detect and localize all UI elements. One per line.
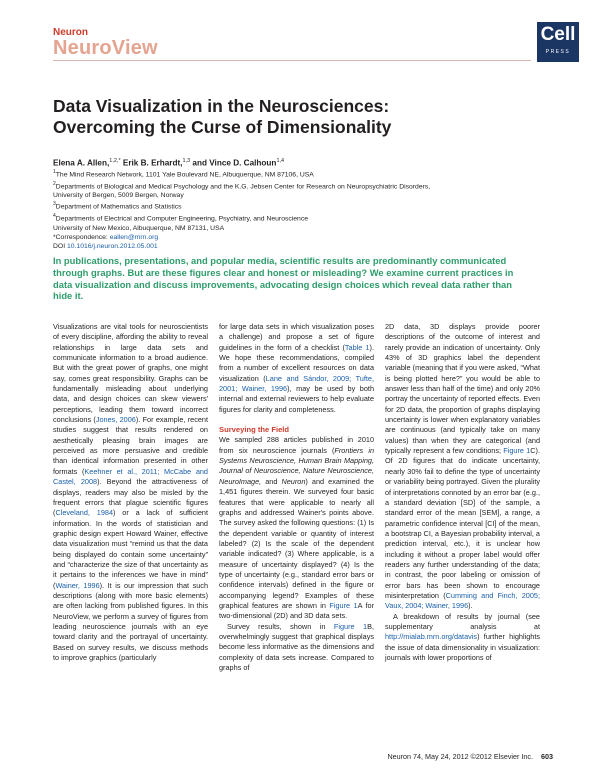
body-column-2 [219,322,374,673]
citation-link[interactable]: Keehner et al., 2011; McCabe and Castel, 2008 [53,466,208,487]
page-number: 603 [541,752,553,761]
body-text: ) or a lack of sufficient information. In the words of statistician and graphic design expert Howard Wainer, effective data visualization must “remind us that the data being displayed do contain some uncertainty” and “characterize the size of that uncertainty as it pertains to the inferences we have in mind” ( [53,508,208,590]
body-text: ). We hope these recommendations, compiled from a number of excellent resources on data visualization ( [219,342,374,383]
page-footer [387,752,553,761]
body-paragraph [385,612,540,664]
affiliation-text: The Mind Research Network, 1101 Yale Boulevard NE, Albuquerque, NM 87106, USA [55,171,314,179]
author-name: Elena A. Allen, [53,158,110,168]
citation-link[interactable]: Wainer, 1996 [55,580,100,590]
affiliation-number: 3 [53,201,56,208]
citation-link[interactable]: Cleveland, 1984 [55,508,114,518]
doi-line [53,242,553,251]
title-line: Overcoming the Curse of Dimensionality [53,117,392,137]
abstract-line: hide it. [53,290,84,302]
section-heading: Surveying the Field [219,425,290,435]
body-paragraph [219,622,374,674]
body-column-1 [53,322,208,663]
table-link[interactable]: Table 1 [344,342,370,352]
body-text: 2D data, 3D displays provide poorer descriptions of the outcome of interest and rarely provide an indication of uncertainty. Only 43% of 3D graphics label the dependent variable (meaning that if you were asked, “What is being plotted here?” you would be able to answer less than half of the time) and only 20% portray the uncertainty of reported effects. Even for 2D data, the proportion of graphs displaying uncertainty is lower when explanatory variables are continuous (and typically take on many values) than when they are categorical (and typically represent a few conditions; [385,322,540,456]
body-text: ). Beyond the attractiveness of displays, readers may also be misled by the frequent errors that plague scientific figures ( [53,477,208,518]
affiliation-line [53,180,553,192]
article-title [53,96,553,138]
affiliation-text: Departments of Electrical and Computer Engineering, Psychiatry, and Neuroscience [55,215,309,223]
body-paragraph [53,322,208,663]
affiliation-text: Department of Mathematics and Statistics [55,203,182,211]
body-text: ). [468,601,473,611]
author-superscript: 1,3 [182,158,191,164]
section-label: Neuron [53,27,88,38]
title-line: Data Visualization in the Neurosciences: [53,96,390,116]
body-paragraph [219,435,374,621]
body-text: We sampled 288 articles published in 2010 from six neuroscience journals ( [219,435,374,455]
affiliations [53,168,553,251]
journal-name: NeuroView [53,37,158,59]
body-text: Visualizations are vital tools for neuroscientists of every discipline, affording the ability to reveal relationships in large data sets and communicate information to a broad audience. But with the great power of graphs, one might say, comes great responsibility. Graphs can be fundamentally misleading about underlying data, and design choices can skew viewers' perceptions, leading them toward incorrect conclusions ( [53,322,208,425]
footer-citation: Neuron 74, May 24, 2012 ©2012 Elsevier Inc. [387,752,533,761]
body-paragraph [219,322,374,415]
abstract-line: through graphs. But are these figures clear and honest or misleading? We examine current practices in [53,266,514,278]
citation-link[interactable]: Lane and Sándor, 2009; Tufte, 2001; Wainer, 1996 [219,373,374,394]
affiliation-line [53,212,553,224]
author-list [53,158,284,168]
abstract [53,255,550,302]
logo-main-text: Cell [540,24,576,45]
figure-link[interactable]: Figure 1 [329,600,358,610]
body-paragraph [385,322,540,612]
journal-names: Frontiers in Systems Neuroscience, Human Brain Mapping, Journal of Neuroscience, Nature Neuroscience, NeuroImage, [219,445,374,486]
author-name: and Vince D. Calhoun [190,158,277,168]
body-text: ), may be used by both internal and external reviewers to help evaluate figures for clarity and completeness. [219,384,374,414]
author-superscript: 1,2,* [109,158,121,164]
body-text: for large data sets in which visualization poses a challenge) and propose a set of figure guidelines in the form of a checklist ( [219,322,374,352]
affiliation-text: Departments of Biological and Medical Psychology and the K.G. Jebsen Center for Research on Neuropsychiatric Disorders, [55,182,431,190]
body-text: ) further highlights the issue of data dimensionality in visualization: journals with lower proportions of [385,632,540,662]
citation-link[interactable]: Jones, 2006 [95,415,136,425]
body-text: A breakdown of results by journal (see supplementary analysis at [385,611,540,631]
body-text: ) and examined the 1,451 figures therein. We surveyed four basic features that were applicable to nearly all graphs and addressed Wainer's points above. The survey asked the following questions: (1) Is the dependent variable or quantity of interest labeled? (2) Is the scale of the dependent variable indicated? (3) Where applicable, is a measure of uncertainty displayed? (4) Is the type of uncertainty (e.g., standard error bars or confidence intervals) defined in the figure or accompanying legend? Examples of these graphical features are shown in [219,476,374,610]
body-text: and [261,476,282,486]
author-name: Erik B. Erhardt, [120,158,183,168]
doi-label: DOI [53,243,67,251]
abstract-line: In publications, presentations, and popular media, scientific results are predominantly communicated [53,255,507,266]
correspondence-label: *Correspondence: [53,233,110,241]
affiliation-number: 2 [53,180,56,187]
affiliation-line [53,200,553,212]
affiliation-number: 1 [53,169,56,175]
affiliation-number: 4 [53,212,56,219]
body-text: ). It is our impression that such descriptions (along with more basic elements) are often lacking from published figures. In this NeuroView, we perform a survey of figures from leading neuroscience journals with an eye toward clarity and the portrayal of uncertainty. Based on survey results, we discuss methods to improve graphics (particularly [53,580,209,662]
body-text: A for two-dimensional (2D) and 3D data sets. [219,600,374,621]
header-rule [53,60,531,61]
url-link[interactable]: http://mialab.mrn.org/datavis [385,632,478,642]
body-text: ). For example, recent studies suggest that results rendered on aesthetically pleasing brain images are perceived as more persuasive and credible than identical information presented in other formats ( [53,415,208,476]
logo-sub-text: PRESS [545,49,571,55]
affiliation-line: University of New Mexico, Albuquerque, NM 87131, USA [53,224,225,232]
cell-press-logo [537,22,579,62]
figure-link[interactable]: Figure 1 [333,621,368,631]
body-text: C). Of 2D figures that do indicate uncertainty, nearly 30% fail to define the type of uncertainty or variability being portrayed. Given the plurality of interpretations connoted by an error bar (e.g., a standard deviation [SD] of the sample, a standard error of the mean [SEM], a range, a parametric confidence interval [CI] of the mean, a bootstrap CI, a Bayesian probability interval, a prediction interval, etc.), it is unclear how including it without a proper label would offer readers any further understanding of the data; in contrast, the poor labeling or omission of error bars has been shown to encourage misinterpretation ( [385,446,540,600]
body-text: Survey results, shown in [227,621,334,631]
abstract-line: data visualization and discuss improvements, advocating design choices which reveal data rather than [53,278,512,290]
author-superscript: 1,4 [276,158,285,164]
correspondence-email-link[interactable]: eallen@mrn.org [109,233,159,241]
body-text: B, overwhelmingly suggest that graphical displays become less informative as the dimensions and complexity of data sets increase. Compared to graphs of [219,621,374,672]
doi-link[interactable]: 10.1016/j.neuron.2012.05.001 [66,243,158,251]
journal-names: Neuron [281,476,306,486]
body-column-3 [385,322,540,663]
correspondence-line [53,233,553,242]
affiliation-line: University of Bergen, 5009 Bergen, Norway [53,192,184,200]
figure-link[interactable]: Figure 1 [503,446,531,456]
citation-link[interactable]: Cumming and Finch, 2005; Vaux, 2004; Wainer, 1996 [385,590,541,611]
affiliation-line [53,168,553,180]
